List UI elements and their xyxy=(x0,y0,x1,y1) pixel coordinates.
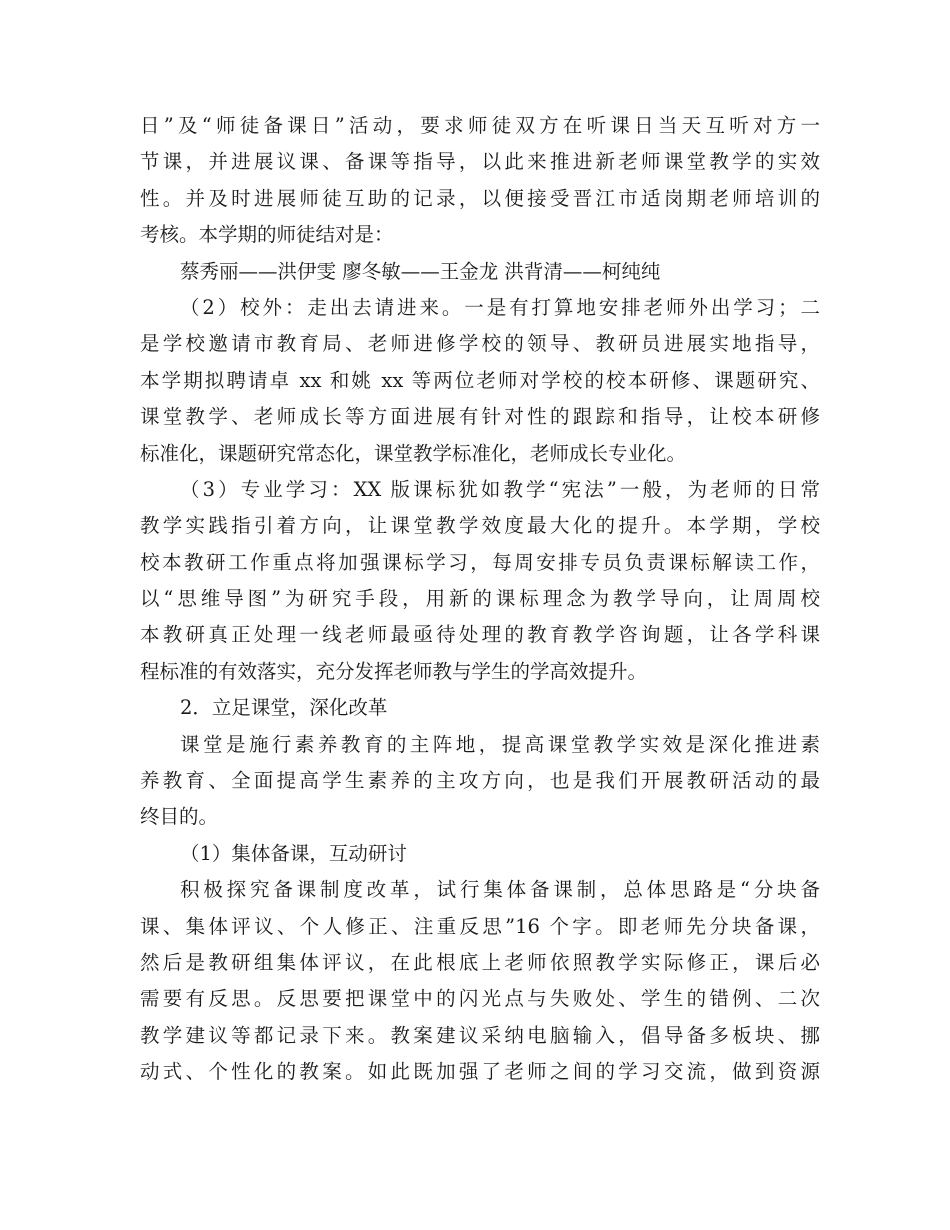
text-line: 然后是教研组集体评议，在此根底上老师依照教学实际修正，课后必 xyxy=(140,950,820,974)
text-line: 是学校邀请市教育局、老师进修学校的领导、教研员进展实地指导， xyxy=(140,332,820,356)
text-line: 需要有反思。反思要把课堂中的闪光点与失败处、学生的错例、二次 xyxy=(140,987,820,1011)
text-line: 教学实践指引着方向，让课堂教学效度最大化的提升。本学期，学校 xyxy=(140,514,820,538)
text-line: 考核。本学期的师徒结对是： xyxy=(140,223,394,247)
text-line: 课堂是施行素养教育的主阵地，提高课堂教学实效是深化推进素 xyxy=(180,732,820,756)
document-body xyxy=(140,108,820,1091)
text-line: 程标准的有效落实，充分发挥老师教与学生的学高效提升。 xyxy=(140,659,648,683)
text-line: 校本教研工作重点将加强课标学习，每周安排专员负责课标解读工作， xyxy=(140,550,820,574)
text-line: 日”及“师徒备课日”活动，要求师徒双方在听课日当天互听对方一 xyxy=(140,114,820,137)
text-line: （2）校外：走出去请进来。一是有打算地安排老师外出学习；二 xyxy=(180,295,820,319)
text-line: 以“思维导图”为研究手段，用新的课标理念为教学导向，让周周校 xyxy=(140,587,820,611)
text-line: 本教研真正处理一线老师最亟待处理的教育教学咨询题，让各学科课 xyxy=(140,623,820,647)
text-line: （1）集体备课，互动研讨 xyxy=(180,841,407,865)
text-line: 蔡秀丽——洪伊雯 廖冬敏——王金龙 洪背清——柯纯纯 xyxy=(180,259,661,283)
text-line: 本学期拟聘请卓 xx 和姚 xx 等两位老师对学校的校本研修、课题研究、 xyxy=(140,368,820,392)
text-line: 积极探究备课制度改革，试行集体备课制，总体思路是“分块备 xyxy=(180,878,820,902)
text-line: 养教育、全面提高学生素养的主攻方向，也是我们开展教研活动的最 xyxy=(140,769,820,793)
text-line: 动式、个性化的教案。如此既加强了老师之间的学习交流，做到资源 xyxy=(140,1060,820,1084)
text-line: 2．立足课堂，深化改革 xyxy=(180,696,388,720)
text-line: 终目的。 xyxy=(140,805,219,829)
text-line: 性。并及时进展师徒互助的记录，以便接受晋江市适岗期老师培训的 xyxy=(140,186,820,210)
text-line: 课、集体评议、个人修正、注重反思”16 个字。即老师先分块备课， xyxy=(140,914,820,938)
text-line: 课堂教学、老师成长等方面进展有针对性的跟踪和指导，让校本研修 xyxy=(140,405,820,429)
text-line: 标准化，课题研究常态化，课堂教学标准化，老师成长专业化。 xyxy=(140,441,687,465)
text-line: （3）专业学习：XX 版课标犹如教学“宪法”一般，为老师的日常 xyxy=(180,477,820,501)
text-line: 教学建议等都记录下来。教案建议采纳电脑输入，倡导备多板块、挪 xyxy=(140,1023,820,1047)
text-line: 节课，并进展议课、备课等指导，以此来推进新老师课堂教学的实效 xyxy=(140,150,820,174)
